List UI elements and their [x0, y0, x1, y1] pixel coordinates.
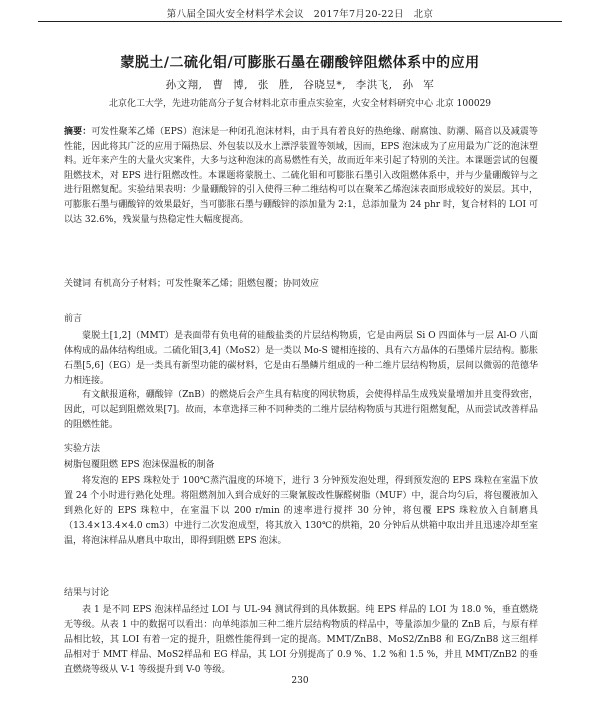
section-heading-introduction: 前言	[64, 314, 83, 324]
author-list: 孙文翔, 曹 博, 张 胜, 谷晓昱*, 李洪飞, 孙 军	[165, 79, 435, 91]
methods-paragraph-1: 将发泡的 EPS 珠粒处于 100℃蒸汽温度的环境下，进行 3 分钟预发泡处理，得到预发泡的 EPS 珠粒在室温下放置 24 个小时进行熟化处理。将阻燃剂加入到合成好的三聚氰胺改性脲醛树脂（MUF）中，混合均匀后，将包覆液加入到熟化好的 EPS 珠粒中，在室温下以 200 r/min 的速率进行搅拌 30 分钟，将包覆 EPS 珠粒放入自制磨具（13.4×13.4×4.0 cm3）中进行二次发泡成型，将其放入 130℃的烘箱，20 分钟后从烘箱中取出并且迅速冷却至室温，将泡沫样品从磨具中取出，即得到阻燃 EPS 泡沫。	[64, 476, 538, 546]
paper-title: 蒙脱土/二硫化钼/可膨胀石墨在硼酸锌阻燃体系中的应用	[120, 55, 480, 71]
keywords	[64, 277, 538, 292]
abstract-text: 可发性聚苯乙烯（EPS）泡沫是一种闭孔泡沫材料，由于具有着良好的热绝缘、耐腐蚀、防潮、隔音以及减震等性能，因此将其广泛的应用于隔热层、外包装以及水上漂浮装置等领域，因而，EPS 泡沫成为了应用最为广泛的泡沫塑料。近年来产生的大量火灾案件，大多与这种泡沫的高易燃性有关，故而近年来引起了特别的关注。本课题尝试的包覆阻燃技术，对 EPS 进行阻燃改性。本课题将蒙脱土、二硫化钼和可膨胀石墨引入改阻燃体系中，并与少量硼酸锌与之进行阻燃复配。实验结果表明：少量硼酸锌的引入使得三种二维结构可以在聚苯乙烯泡沫表面形成较好的炭层。其中，可膨胀石墨与硼酸锌的效果最好，当可膨胀石墨与硼酸锌的添加量为 2:1，总添加量为 24 phr 时，复合材料的 LOI 可以达 32.6%，残炭量与热稳定性大幅度提高。	[64, 127, 538, 225]
intro-paragraph-2: 有文献报道称，硼酸锌（ZnB）的燃烧后会产生具有粘度的网状物质，会使得样品生成残炭量增加并且变得致密，因此，可以起到阻燃效果[7]。故而，本章选择三种不同种类的二维片层结构物质与其进行阻燃复配，从而尝试改善样品的阻燃性能。	[64, 390, 538, 430]
page-number: 230	[291, 676, 309, 686]
section-heading-results: 结果与讨论	[64, 588, 110, 598]
abstract-label: 摘要：	[64, 127, 92, 137]
running-head: 第八届全国火安全材料学术会议 2017年7月20-22日 北京	[166, 9, 434, 20]
section-heading-methods: 实验方法	[64, 444, 101, 454]
keywords-text: 有机高分子材料；可发性聚苯乙烯；阻燃包覆；协同效应	[93, 279, 319, 289]
affiliation: 北京化工大学，先进功能高分子复合材料北京市重点实验室，火安全材料研究中心 北京 100029	[108, 99, 492, 109]
header-rule	[38, 21, 562, 22]
intro-paragraph-1: 蒙脱土[1,2]（MMT）是表面带有负电荷的硅酸盐类的片层结构物质，它是由两层 Si O 四面体与一层 Al-O 八面体构成的晶体结构组成。二硫化钼[3,4]（MoS2）是一类以 Mo-S 键相连接的、具有六方晶体的石墨烯片层结构。膨胀石墨[5,6]（EG）是一类具有新型功能的碳材料，它是由石墨鳞片组成的一种二维片层结构物质，层间以微弱的范德华力相连接。	[64, 331, 538, 386]
abstract	[64, 125, 538, 227]
subsection-heading-preparation: 树脂包覆阻燃 EPS 泡沫保温板的制备	[64, 460, 215, 470]
keywords-label: 关键词	[64, 279, 92, 289]
results-paragraph-1: 表 1 是不同 EPS 泡沫样品经过 LOI 与 UL-94 测试得到的具体数据。纯 EPS 样品的 LOI 为 18.0 %，垂直燃烧无等级。从表 1 中的数据可以看出：向单纯添加三种二维片层结构物质的样品中，等量添加少量的 ZnB 后，与原有样品相比较，其 LOI 有着一定的提升，阻燃性能得到一定的提高。MMT/ZnB8、MoS2/ZnB8 和 EG/ZnB8 这三组样品相对于 MMT 样品、MoS2样品和 EG 样品，其 LOI 分别提高了 0.9 %、1.2 %和 1.5 %，并且 MMT/ZnB2 的垂直燃烧等级从 V-1 等级提升到 V-0 等级。	[64, 605, 538, 675]
